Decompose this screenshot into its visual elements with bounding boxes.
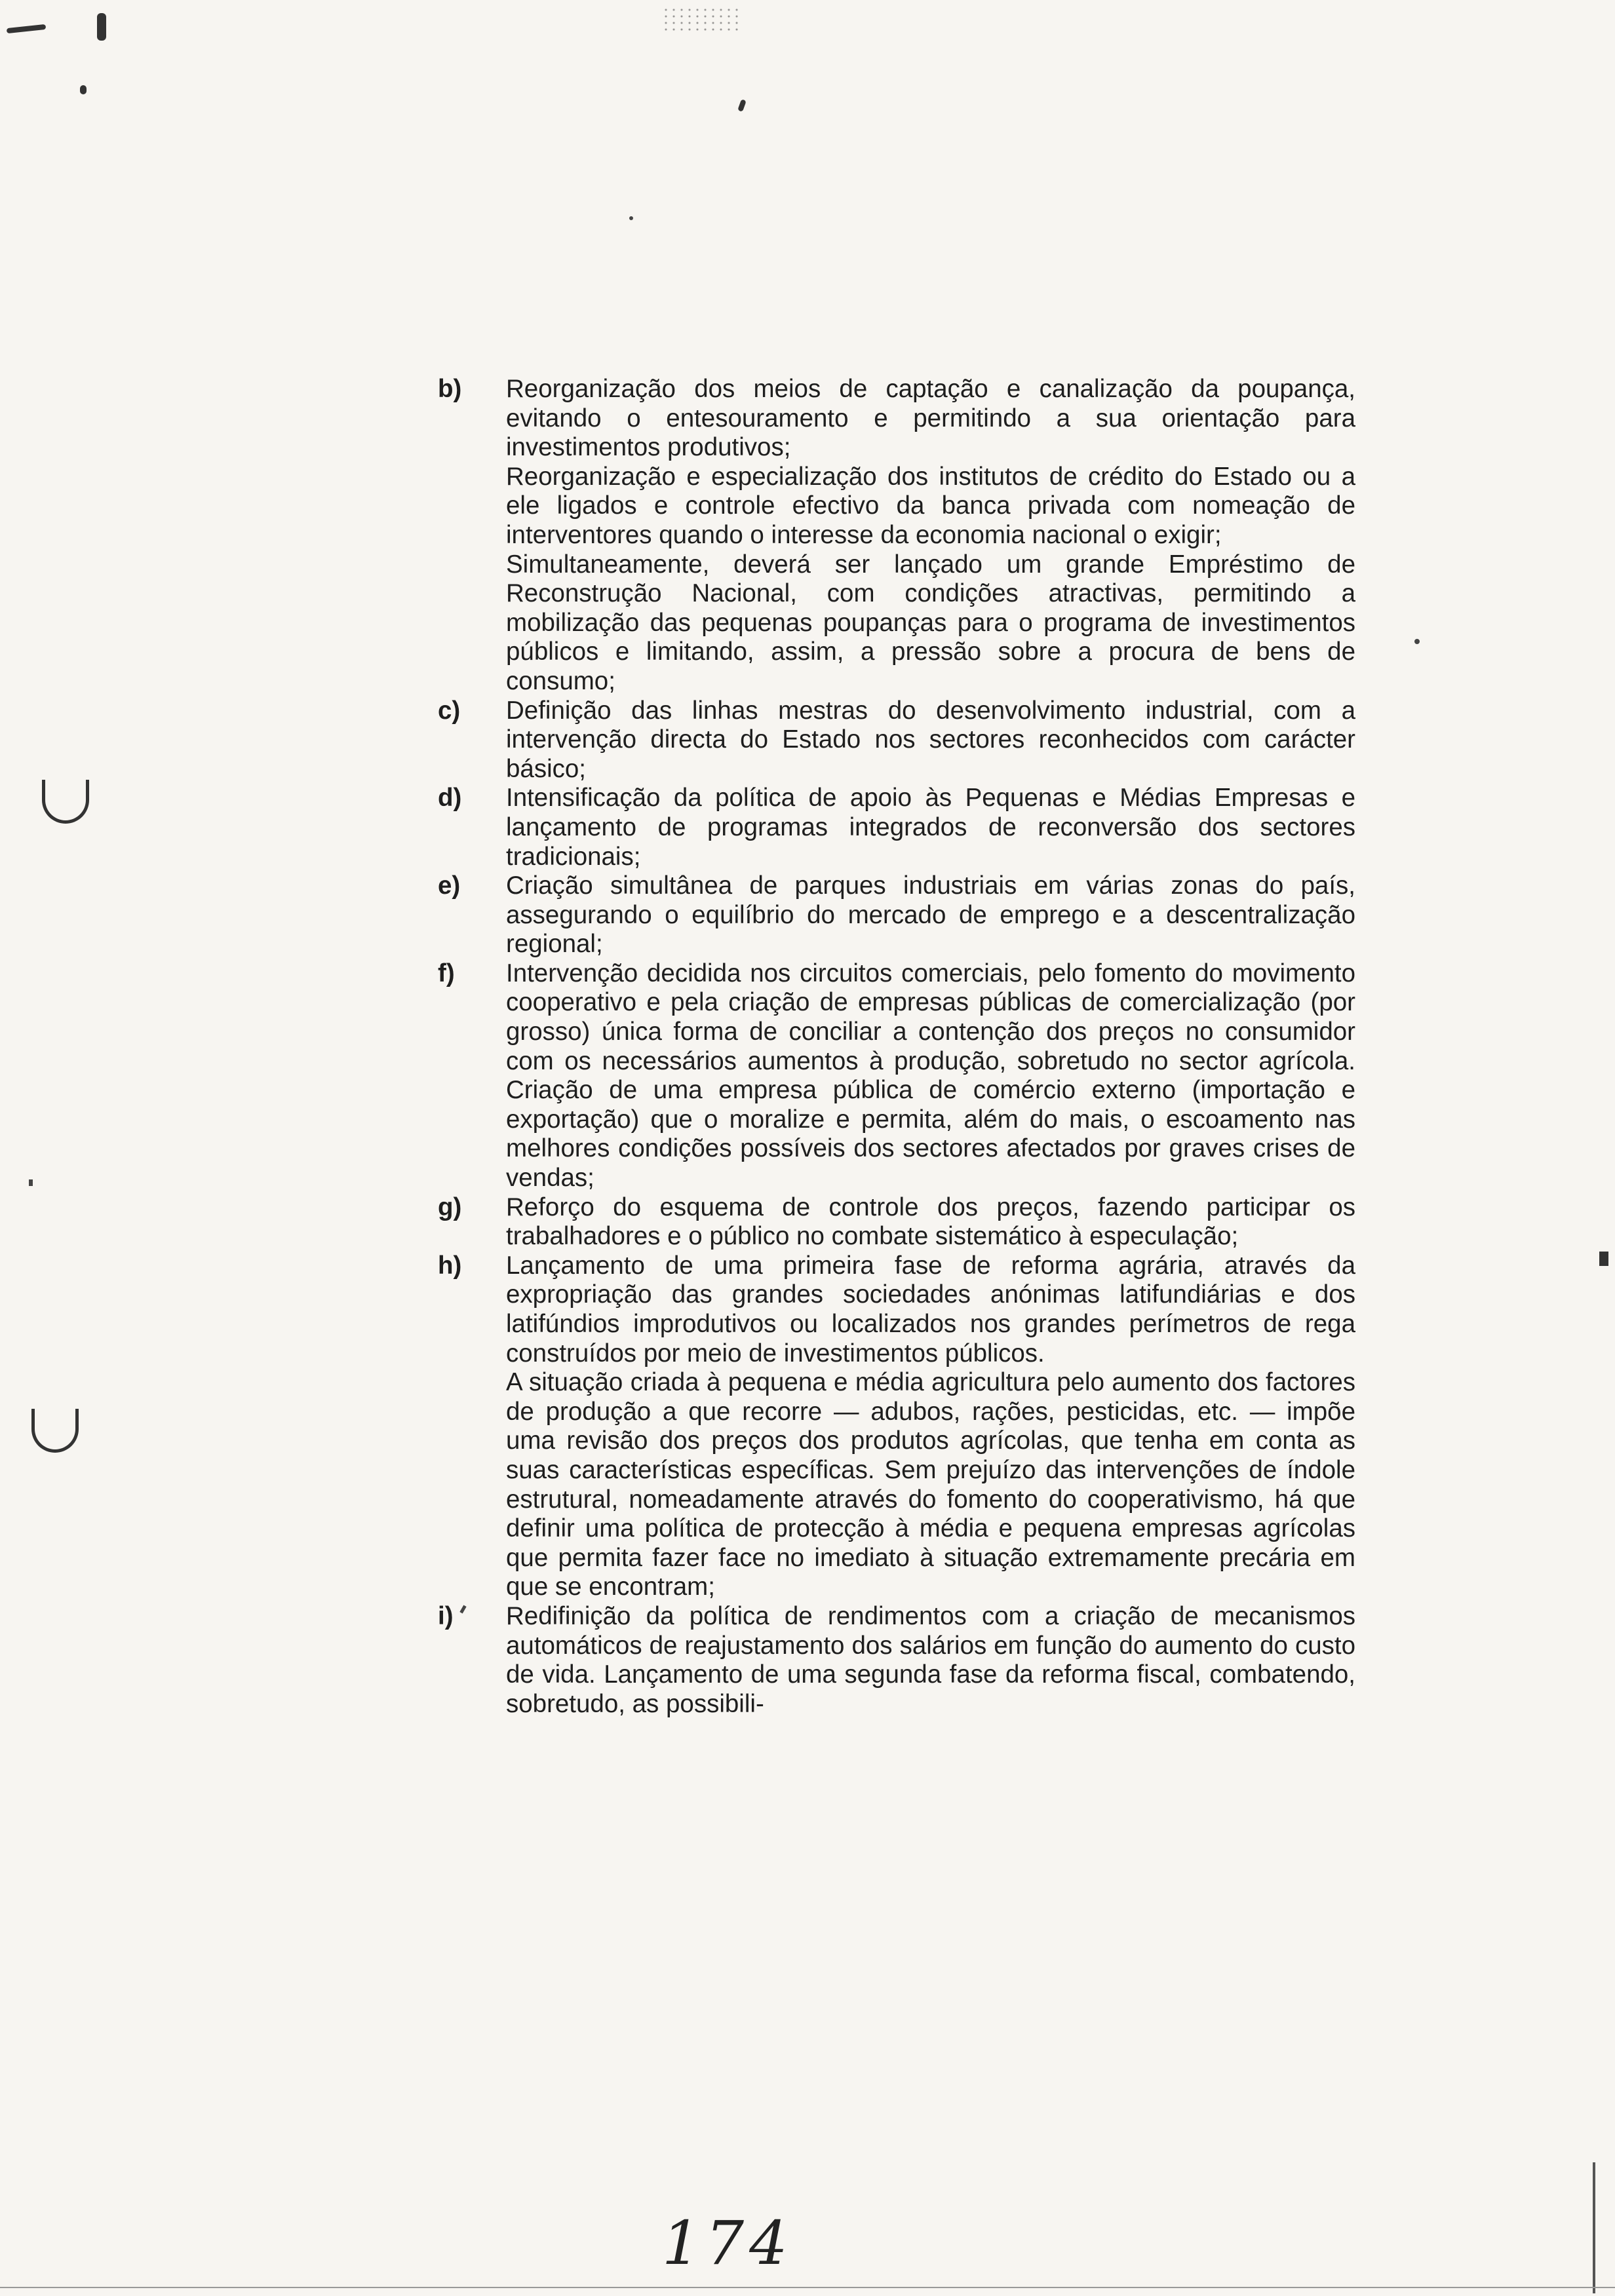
list-item <box>438 1193 1355 1252</box>
list-item-paragraph: Reorganização dos meios de captação e canalização da poupança, evitando o entesouramento e permitindo a sua orientação para investimentos produtivos; <box>506 375 1355 462</box>
list-item-body <box>506 784 1355 871</box>
list-item-paragraph: Reorganização e especialização dos institutos de crédito do Estado ou a ele ligados e controle efectivo da banca privada com nomeação de interventores quando o interesse da economia nacional o exigir; <box>506 462 1355 549</box>
list-item-marker: d) <box>438 784 462 813</box>
list-item <box>438 959 1355 1193</box>
list-item-paragraph: Lançamento de uma primeira fase de reforma agrária, através da expropriação das grandes sociedades anónimas latifundiárias e dos latifúndios improdutivos ou localizados nos grandes perímetros de rega construídos por meio de investimentos públicos. <box>506 1251 1355 1368</box>
list-item-paragraph: A situação criada à pequena e média agricultura pelo aumento dos factores de produção a que recorre — adubos, rações, pesticidas, etc. — impõe uma revisão dos preços dos produtos agrícolas, que tenha em conta as suas características específicas. Sem prejuízo das intervenções de índole estrutural, nomeadamente através do fomento do cooperativismo, há que definir uma política de protecção à média e pequena empresas agrícolas que permita fazer face no imediato à situação extremamente precária em que se encontram; <box>506 1368 1355 1601</box>
list-item-marker: b) <box>438 375 462 403</box>
list-item-body <box>506 871 1355 959</box>
list-item-marker: h) <box>438 1251 462 1280</box>
list-item-body <box>506 697 1355 784</box>
list-item-paragraph: Definição das linhas mestras do desenvolvimento industrial, com a intervenção directa do Estado nos sectores reconhecidos com carácter básico; <box>506 696 1355 783</box>
list-item-body <box>506 959 1355 1193</box>
list-item-paragraph: Reforço do esquema de controle dos preços, fazendo participar os trabalhadores e o público no combate sistemático à especulação; <box>506 1193 1355 1251</box>
list-item-paragraph: Criação simultânea de parques industriais em várias zonas do país, assegurando o equilíbrio do mercado de emprego e a descentralização regional; <box>506 871 1355 959</box>
list-item-paragraph: Redifinição da política de rendimentos com a criação de mecanismos automáticos de reajustamento dos salários em função do aumento do custo de vida. Lançamento de uma segunda fase da reforma fiscal, combatendo, sobretudo, as possibili- <box>506 1601 1355 1718</box>
scan-dot <box>629 216 633 220</box>
list-item-paragraph: Simultaneamente, deverá ser lançado um grande Empréstimo de Reconstrução Nacional, com condições atractivas, permitindo a mobilização das pequenas poupanças para o programa de investimentos públicos e limitando, assim, a pressão sobre a procura de bens de consumo; <box>506 550 1355 695</box>
list-item-marker: i) <box>438 1601 454 1630</box>
scan-mark-top-left <box>7 24 47 33</box>
list-item-marker: g) <box>438 1193 462 1221</box>
list-item-marker: f) <box>438 959 455 987</box>
scan-dot <box>80 85 87 94</box>
scan-dot <box>1414 639 1420 644</box>
scan-dot <box>737 99 747 112</box>
list-item-body <box>506 1193 1355 1252</box>
list-item <box>438 697 1355 784</box>
scan-mark-top-left-glyph <box>97 13 106 41</box>
list-item-body <box>506 1252 1355 1602</box>
list-item-paragraph: Intensificação da política de apoio às Pequenas e Médias Empresas e lançamento de programas integrados de reconversão dos sectores tradicionais; <box>506 784 1355 871</box>
list-item <box>438 784 1355 871</box>
scan-specks-top <box>662 7 741 33</box>
list-item-paragraph: Intervenção decidida nos circuitos comerciais, pelo fomento do movimento cooperativo e pela criação de empresas públicas de comercialização (por grosso) única forma de conciliar a contenção dos preços no consumidor com os necessários aumentos à produção, sobretudo no sector agrícola. Criação de uma empresa pública de comércio externo (importação e exportação) que o moralize e permita, além do mais, o escoamento nas melhores condições possíveis dos sectores afectados por graves crises de vendas; <box>506 959 1355 1193</box>
list-item <box>438 1252 1355 1602</box>
punch-hole-upper <box>42 780 89 824</box>
list-item-body <box>506 1602 1355 1719</box>
handwritten-page-number: 174 <box>662 2208 793 2278</box>
scan-edge-right <box>1593 2162 1595 2293</box>
policy-measures-list <box>438 375 1355 1719</box>
scan-dot <box>1599 1252 1608 1266</box>
list-item <box>438 871 1355 959</box>
list-item-marker: e) <box>438 871 461 900</box>
list-item-marker: c) <box>438 696 461 725</box>
list-item-body <box>506 375 1355 697</box>
scan-dot <box>29 1179 33 1186</box>
punch-hole-lower <box>31 1409 79 1453</box>
scan-edge-bottom <box>0 2287 1615 2288</box>
list-item <box>438 375 1355 697</box>
list-item <box>438 1602 1355 1719</box>
